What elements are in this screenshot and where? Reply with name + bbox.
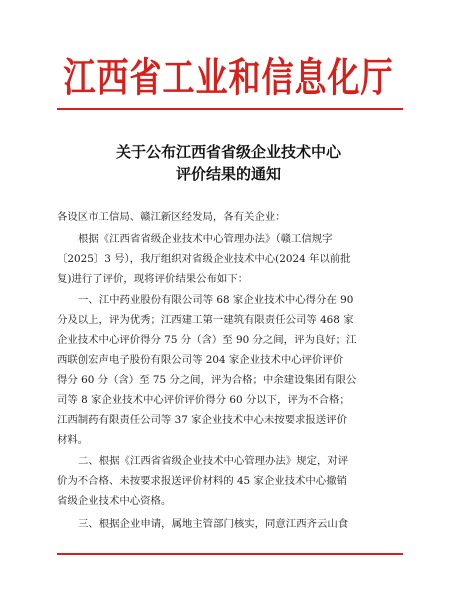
- paragraph-line: 司等 8 家企业技术中心评价评价得分 60 分以下，评为不合格；: [57, 394, 350, 406]
- paragraph-line: 分及以上，评为优秀；江西建工第一建筑有限责任公司等 468 家: [57, 314, 354, 326]
- masthead-title: 江西省工业和信息化厅: [63, 53, 394, 101]
- document-title-line-2: 评价结果的通知: [175, 165, 281, 183]
- paragraph-line: 一、江中药业股份有限公司等 68 家企业技术中心得分在 90: [78, 294, 354, 306]
- masthead-divider: [57, 108, 403, 110]
- paragraph-line: 省级企业技术中心资格。: [57, 495, 172, 507]
- paragraph-3: [57, 451, 403, 511]
- paragraph-4: [57, 514, 403, 534]
- salutation-line: 各设区市工信局、赣江新区经发局，各有关企业：: [57, 211, 286, 223]
- document-title-line-1: 关于公布江西省省级企业技术中心: [115, 143, 341, 161]
- paragraph-line: 〔2025〕3 号），我厅组织对省级企业技术中心(2024 年以前批: [57, 253, 351, 265]
- paragraph-1: [57, 229, 403, 289]
- paragraph-line: 江西制药有限责任公司等 37 家企业技术中心未按要求报送评价: [57, 414, 347, 426]
- paragraph-line: 得分 60 分（含）至 75 分之间，评为合格；中余建设集团有限公: [57, 374, 357, 386]
- paragraph-line: 价为不合格、未按要求报送评价材料的 45 家企业技术中心撤销: [57, 475, 347, 487]
- paragraph-line: 西联创宏声电子股份有限公司等 204 家企业技术中心评价评价: [57, 354, 344, 366]
- paragraph-line: 二、根据《江西省省级企业技术中心管理办法》规定，对评: [78, 455, 349, 467]
- paragraph-line: 企业技术中心评价得分 75 分（含）至 90 分之间，评为良好；江: [57, 334, 357, 346]
- paragraph-line: 复)进行了评价，现将评价结果公布如下：: [57, 273, 249, 285]
- salutation: [57, 207, 403, 227]
- paragraph-line: 材料。: [57, 434, 89, 446]
- footer-divider: [57, 553, 403, 555]
- paragraph-line: 根据《江西省省级企业技术中心管理办法》（赣工信规字: [78, 233, 333, 245]
- paragraph-2: [57, 290, 403, 450]
- paragraph-line: 三、根据企业申请，属地主管部门核实，同意江西齐云山食: [78, 518, 349, 530]
